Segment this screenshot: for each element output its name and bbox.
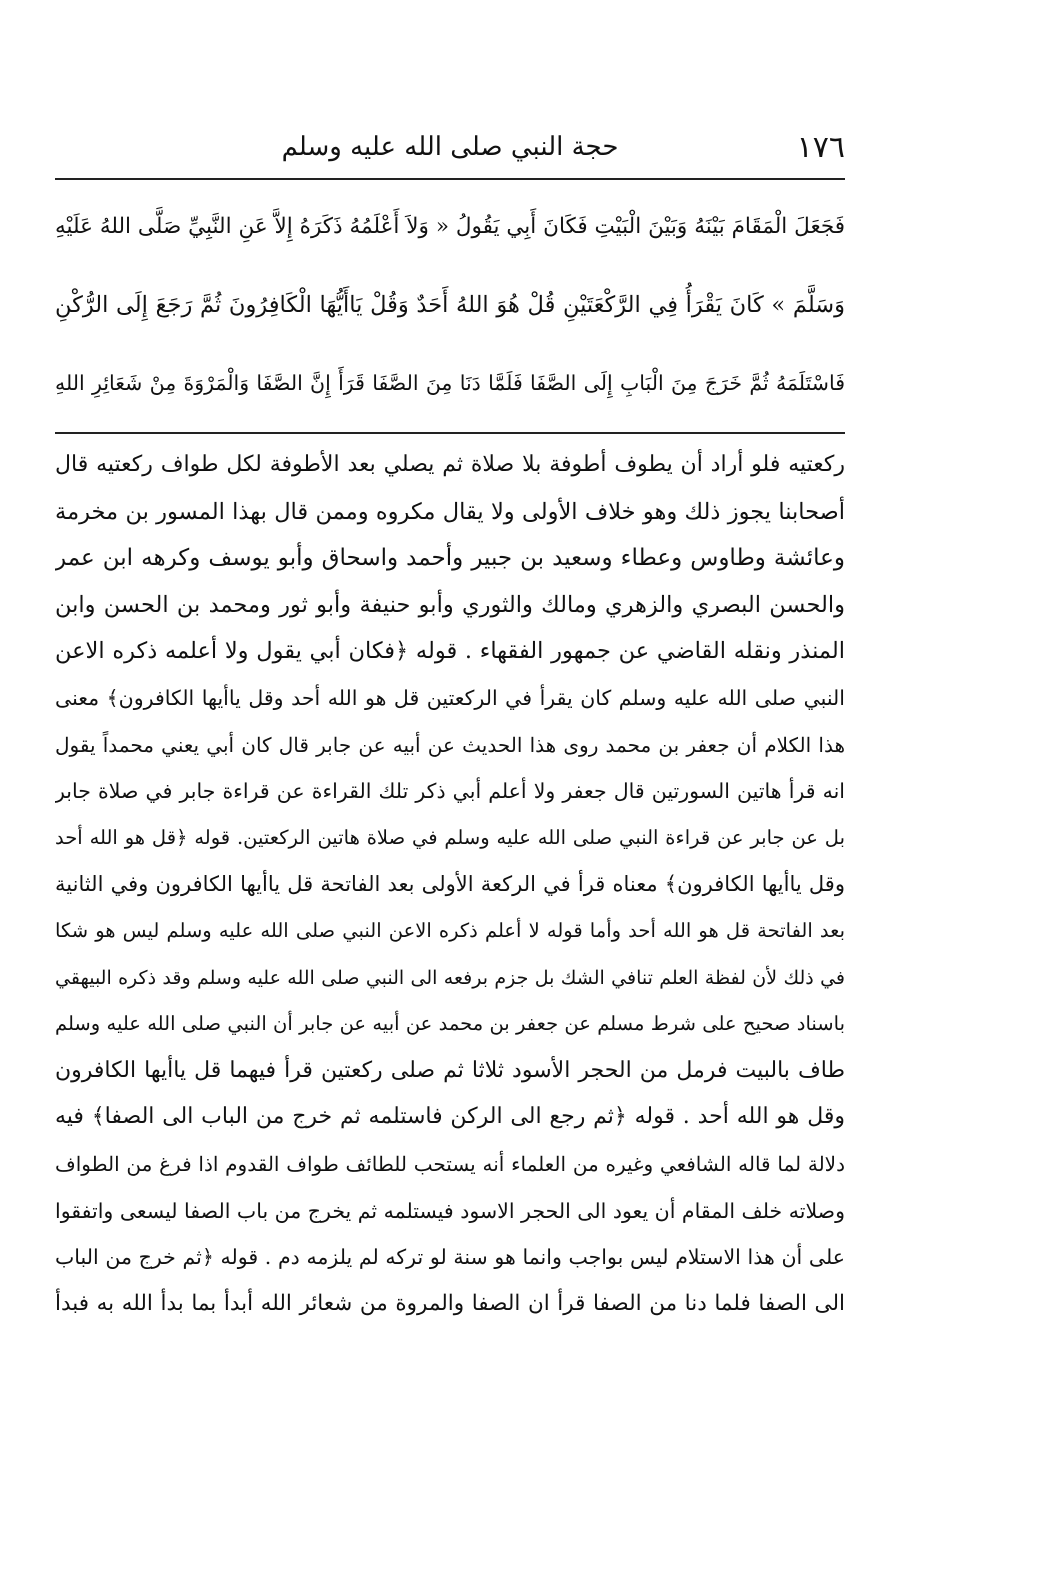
hadith-line: فَجَعَلَ الْمَقَامَ بَيْنَهُ وَبَيْنَ الْبَيْتِ فَكَانَ أَبِي يَقُولُ « وَلاَ أَعْلَمُهُ ذَكَرَهُ إِلاَّ عَنِ النَّبِيِّ صَلَّى اللهُ عَلَيْهِ xyxy=(55,214,845,239)
commentary-line: أصحابنا يجوز ذلك وهو خلاف الأولى ولا يقال مكروه وممن قال بهذا المسور بن مخرمة xyxy=(55,498,845,525)
commentary-line: طاف بالبيت فرمل من الحجر الأسود ثلاثا ثم صلى ركعتين قرأ فيهما قل ياأيها الكافرون xyxy=(55,1057,845,1083)
page-header xyxy=(55,128,845,174)
section-divider xyxy=(55,432,845,434)
commentary-line: في ذلك لأن لفظة العلم تنافي الشك بل جزم برفعه الى النبي صلى الله عليه وسلم وقد ذكره البيهقي xyxy=(55,966,845,989)
hadith-line: فَاسْتَلَمَهُ ثُمَّ خَرَجَ مِنَ الْبَابِ إِلَى الصَّفَا فَلَمَّا دَنَا مِنَ الصَّفَا قَرَأَ إِنَّ الصَّفَا وَالْمَرْوَةَ مِنْ شَعَائِرِ اللهِ xyxy=(55,371,845,395)
commentary-line: بعد الفاتحة قل هو الله أحد وأما قوله لا أعلم ذكره الاعن النبي صلى الله عليه وسلم ليس هو شكا xyxy=(55,918,845,942)
commentary-line: الى الصفا فلما دنا من الصفا قرأ ان الصفا والمروة من شعائر الله أبدأ بما بدأ الله به فبدأ xyxy=(55,1290,845,1316)
commentary-line: بل عن جابر عن قراءة النبي صلى الله عليه وسلم في صلاة هاتين الركعتين. قوله ﴿قل هو الله أحد xyxy=(55,825,845,849)
commentary-line: والحسن البصري والزهري ومالك والثوري وأبو حنيفة وأبو ثور ومحمد بن الحسن وابن xyxy=(55,591,845,618)
header-rule xyxy=(55,178,845,180)
hadith-text xyxy=(55,188,845,422)
hadith-line: وَسَلَّمَ » كَانَ يَقْرَأُ فِي الرَّكْعَتَيْنِ قُلْ هُوَ اللهُ أَحَدٌ وَقُلْ يَاأَيُّهَا الْكَافِرُونَ ثُمَّ رَجَعَ إِلَى الرُّكْنِ xyxy=(55,292,845,318)
commentary-line: النبي صلى الله عليه وسلم كان يقرأ في الركعتين قل هو الله أحد وقل ياأيها الكافرون﴾ معنى xyxy=(55,685,845,710)
commentary-line: وقل هو الله أحد . قوله ﴿ثم رجع الى الركن فاستلمه ثم خرج من الباب الى الصفا﴾ فيه xyxy=(55,1104,845,1130)
commentary-line: هذا الكلام أن جعفر بن محمد روى هذا الحديث عن أبيه عن جابر قال كان أبي يعني محمداً يقول xyxy=(55,732,845,757)
commentary-line: وعائشة وطاوس وعطاء وسعيد بن جبير وأحمد واسحاق وأبو يوسف وكرهه ابن عمر xyxy=(55,545,845,572)
commentary-line: وقل ياأيها الكافرون﴾ معناه قرأ في الركعة الأولى بعد الفاتحة قل ياأيها الكافرون وفي الثانية xyxy=(55,872,845,897)
commentary-line: وصلاته خلف المقام أن يعود الى الحجر الاسود فيستلمه ثم يخرج من باب الصفا ليسعى واتفقوا xyxy=(55,1198,845,1223)
commentary-line: على أن هذا الاستلام ليس بواجب وانما هو سنة لو تركه لم يلزمه دم . قوله ﴿ثم خرج من الباب xyxy=(55,1245,845,1270)
commentary-line: انه قرأ هاتين السورتين قال جعفر ولا أعلم أبي ذكر تلك القراءة عن قراءة جابر في صلاة جابر xyxy=(55,779,845,804)
page-number: ١٧٦ xyxy=(796,130,845,165)
commentary-line: دلالة لما قاله الشافعي وغيره من العلماء أنه يستحب للطائف طواف القدوم اذا فرغ من الطواف xyxy=(55,1151,845,1176)
commentary-text xyxy=(55,442,845,1327)
running-title: حجة النبي صلى الله عليه وسلم xyxy=(281,132,619,162)
commentary-line: ركعتيه فلو أراد أن يطوف أطوفة بلا صلاة ثم يصلي بعد الأطوفة لكل طواف ركعتيه قال xyxy=(55,452,845,477)
commentary-line: المنذر ونقله القاضي عن جمهور الفقهاء . قوله ﴿فكان أبي يقول ولا أعلمه ذكره الاعن xyxy=(55,638,845,665)
commentary-line: باسناد صحيح على شرط مسلم عن جعفر بن محمد عن أبيه عن جابر أن النبي صلى الله عليه وسلم xyxy=(55,1012,845,1036)
